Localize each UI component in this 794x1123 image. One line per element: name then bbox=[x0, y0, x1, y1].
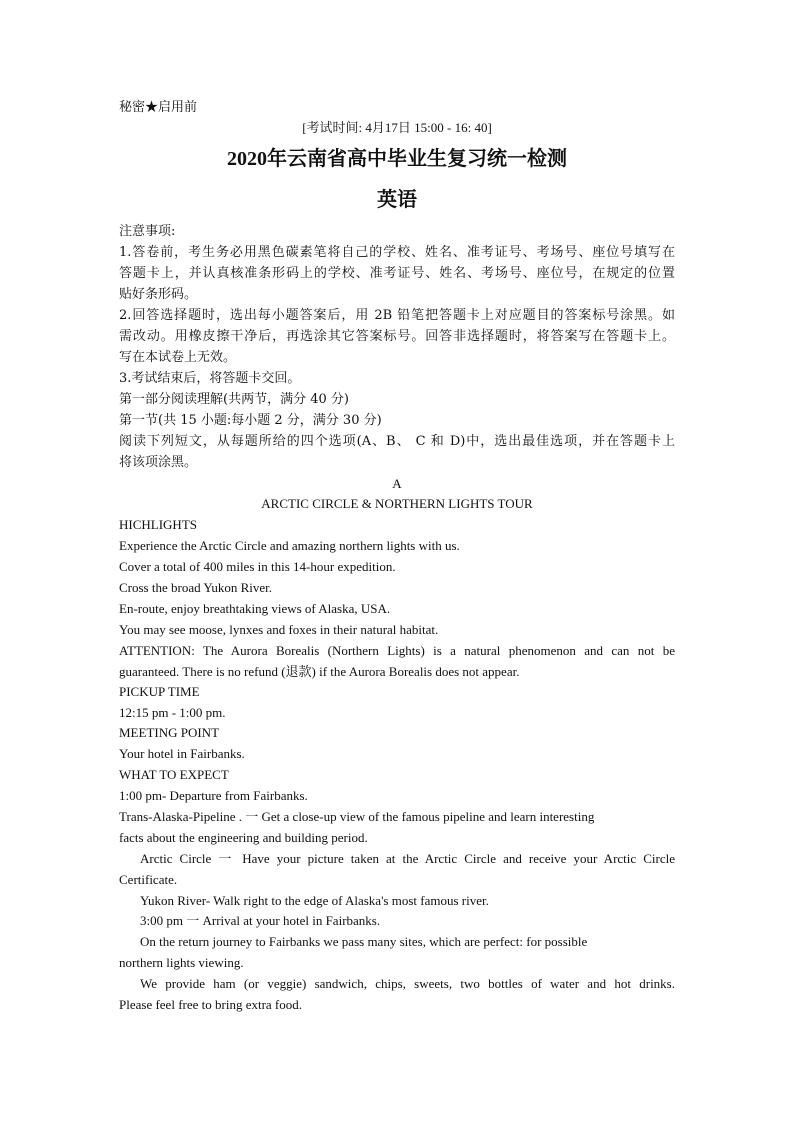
highlight-4: En-route, enjoy breathtaking views of Alaska, USA. bbox=[119, 601, 391, 616]
page-title: 2020年云南省高中毕业生复习统一检测 bbox=[227, 148, 567, 170]
note-3: 3.考试结束后，将答题卡交回。 bbox=[119, 371, 301, 386]
note-1-line-3: 贴好条形码。 bbox=[119, 287, 198, 302]
expect-item-2-line-2: facts about the engineering and building period. bbox=[119, 830, 368, 845]
expect-item-3-line-2: Certificate. bbox=[119, 872, 178, 887]
passage-title: ARCTIC CIRCLE & NORTHERN LIGHTS TOUR bbox=[261, 496, 533, 511]
notes-heading: 注意事项: bbox=[119, 224, 176, 239]
part-1-heading: 第一部分阅读理解(共两节，满分 40 分) bbox=[119, 392, 349, 407]
pickup-heading: PICKUP TIME bbox=[119, 684, 200, 699]
expect-item-3-line-1: Arctic Circle 一 Have your picture taken at the Arctic Circle and receive your Arctic Circle bbox=[140, 851, 675, 866]
highlight-1: Experience the Arctic Circle and amazing northern lights with us. bbox=[119, 538, 460, 553]
highlight-2: Cover a total of 400 miles in this 14-hour expedition. bbox=[119, 559, 396, 574]
expect-item-7-line-2: Please feel free to bring extra food. bbox=[119, 997, 303, 1012]
note-2-line-1: 2.回答选择题时，选出每小题答案后，用 2B 铅笔把答题卡上对应题目的答案标号涂黑。如 bbox=[119, 308, 675, 323]
attention-line-2: guaranteed. There is no refund (退款) if the Aurora Borealis does not appear. bbox=[119, 664, 520, 679]
expect-item-6-line-2: northern lights viewing. bbox=[119, 955, 244, 970]
meeting-point: Your hotel in Fairbanks. bbox=[119, 746, 245, 761]
expect-item-5: 3:00 pm 一 Arrival at your hotel in Fairbanks. bbox=[140, 913, 381, 928]
meeting-heading: MEETING POINT bbox=[119, 725, 220, 740]
expect-item-1: 1:00 pm- Departure from Fairbanks. bbox=[119, 788, 308, 803]
subject-title: 英语 bbox=[377, 189, 417, 211]
pickup-time: 12:15 pm - 1:00 pm. bbox=[119, 705, 226, 720]
highlight-3: Cross the broad Yukon River. bbox=[119, 580, 272, 595]
passage-label: A bbox=[392, 476, 402, 491]
attention-line-1: ATTENTION: The Aurora Borealis (Northern Lights) is a natural phenomenon and can not be bbox=[119, 643, 675, 658]
expect-item-4: Yukon River- Walk right to the edge of Alaska's most famous river. bbox=[140, 893, 489, 908]
section-1-heading: 第一节(共 15 小题:每小题 2 分，满分 30 分) bbox=[119, 413, 382, 428]
expect-item-6-line-1: On the return journey to Fairbanks we pass many sites, which are perfect: for possible bbox=[140, 934, 588, 949]
highlights-heading: HICHLIGHTS bbox=[119, 517, 197, 532]
note-2-line-3: 写在本试卷上无效。 bbox=[119, 350, 237, 365]
expect-item-2-line-1: Trans-Alaska-Pipeline . 一 Get a close-up view of the famous pipeline and learn interesting bbox=[119, 809, 595, 824]
expect-item-7-line-1: We provide ham (or veggie) sandwich, chips, sweets, two bottles of water and hot drinks. bbox=[140, 976, 675, 991]
exam-time: [考试时间: 4月17日 15:00 - 16: 40] bbox=[302, 120, 492, 135]
secret-label: 秘密★启用前 bbox=[119, 100, 198, 115]
highlight-5: You may see moose, lynxes and foxes in their natural habitat. bbox=[119, 622, 439, 637]
instructions-line-1: 阅读下列短文，从每题所给的四个选项(A、B、 C 和 D)中，选出最佳选项，并在答题卡上 bbox=[119, 434, 675, 449]
instructions-line-2: 将该项涂黑。 bbox=[119, 455, 198, 470]
note-1-line-2: 答题卡上，并认真核准条形码上的学校、准考证号、姓名、考场号、座位号，在规定的位置 bbox=[119, 266, 675, 281]
expect-heading: WHAT TO EXPECT bbox=[119, 767, 229, 782]
note-2-line-2: 需改动。用橡皮擦干净后，再选涂其它答案标号。回答非选择题时，将答案写在答题卡上。 bbox=[119, 329, 675, 344]
note-1-line-1: 1.答卷前，考生务必用黑色碳素笔将自己的学校、姓名、准考证号、考场号、座位号填写在 bbox=[119, 245, 675, 260]
